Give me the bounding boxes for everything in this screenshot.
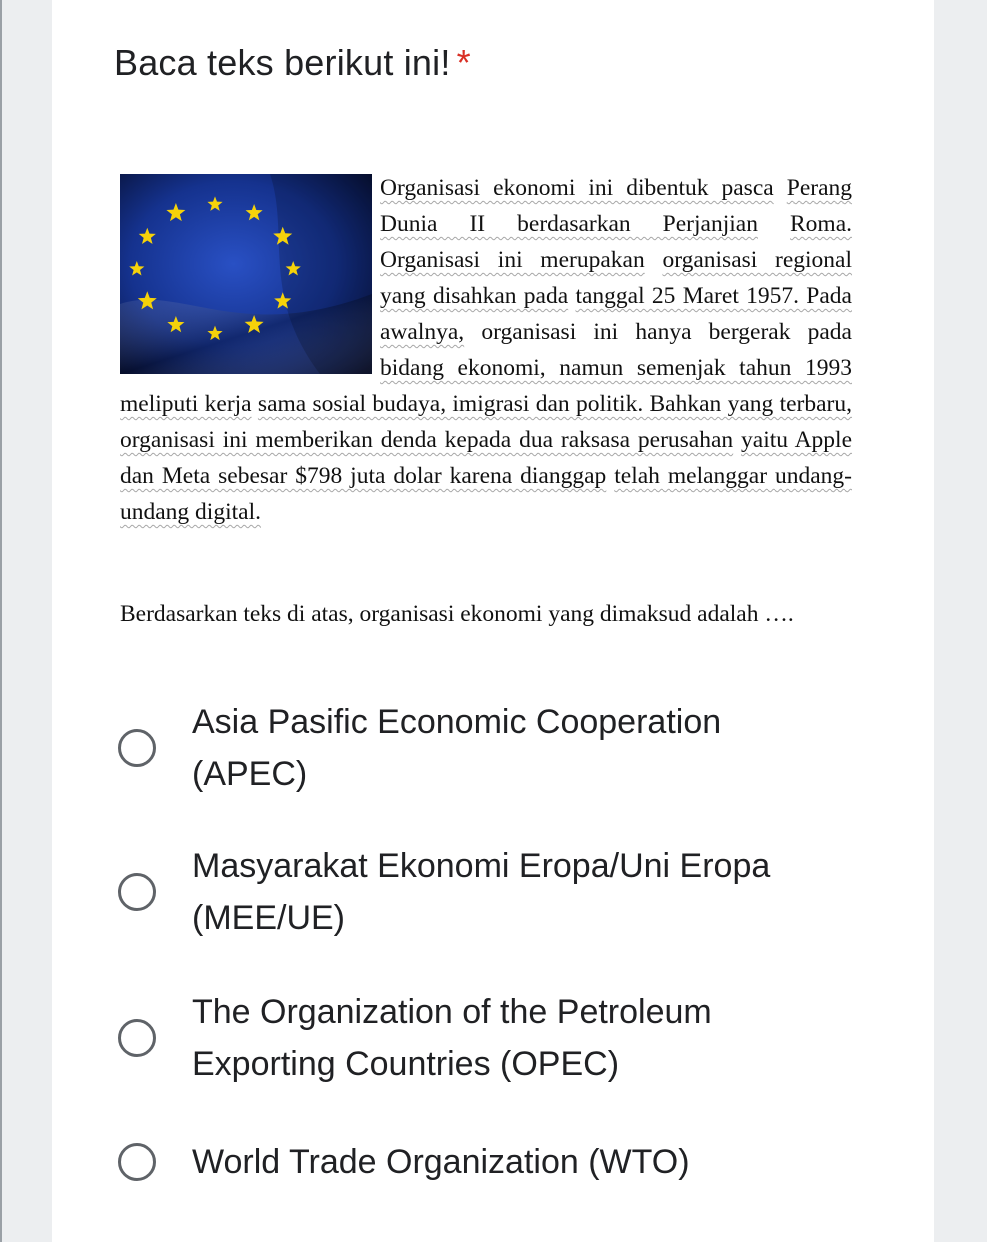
radio-button-mee-ue[interactable] bbox=[118, 873, 156, 911]
option-label-wto[interactable]: World Trade Organization (WTO) bbox=[192, 1143, 690, 1181]
reading-passage bbox=[120, 170, 852, 530]
option-label-mee-ue[interactable]: Masyarakat Ekonomi Eropa/Uni Eropa (MEE/UE) bbox=[192, 847, 771, 937]
page-edge bbox=[0, 0, 2, 1242]
passage-line-9: organisasi ini memberikan denda kepada dua raksasa perusahan bbox=[120, 427, 734, 453]
option-apec[interactable] bbox=[112, 696, 852, 800]
question-title bbox=[114, 42, 471, 84]
radio-button-opec[interactable] bbox=[118, 1019, 156, 1057]
passage-line-6: organisasi ini hanya bergerak pada bbox=[481, 319, 852, 345]
passage-line-11: telah melanggar undang-undang digital. bbox=[120, 463, 852, 525]
option-mee-ue[interactable] bbox=[112, 840, 852, 944]
eu-flag-image bbox=[120, 174, 372, 374]
option-label-apec[interactable]: Asia Pasific Economic Cooperation (APEC) bbox=[192, 703, 722, 793]
passage-line-5: tanggal 25 Maret 1957. Pada awalnya, bbox=[380, 283, 852, 345]
radio-button-apec[interactable] bbox=[118, 729, 156, 767]
passage-line-8: sama sosial budaya, imigrasi dan politik. Bahkan yang terbaru, bbox=[257, 391, 853, 417]
passage-line-4: organisasi regional yang disahkan pada bbox=[380, 247, 853, 309]
passage-line-2: Perang Dunia II berdasarkan Perjanjian bbox=[380, 175, 853, 237]
option-label-opec[interactable]: The Organization of the Petroleum Exporting Countries (OPEC) bbox=[192, 993, 712, 1083]
passage-line-3: Roma. Organisasi ini merupakan bbox=[380, 211, 853, 273]
question-title-text: Baca teks berikut ini! bbox=[114, 42, 451, 83]
passage-line-1: Organisasi ekonomi ini dibentuk pasca bbox=[380, 175, 774, 201]
option-opec[interactable] bbox=[112, 986, 852, 1090]
question-card bbox=[52, 0, 934, 1242]
option-wto[interactable] bbox=[112, 1136, 852, 1188]
required-asterisk: * bbox=[456, 42, 471, 83]
passage-line-7: bidang ekonomi, namun semenjak tahun 1993 meliputi kerja bbox=[120, 355, 852, 417]
radio-button-wto[interactable] bbox=[118, 1143, 156, 1181]
eu-flag-graphic bbox=[120, 174, 372, 374]
passage-line-10: yaitu Apple dan Meta sebesar $798 juta dolar karena dianggap bbox=[120, 427, 853, 489]
question-prompt: Berdasarkan teks di atas, organisasi ekonomi yang dimaksud adalah …. bbox=[120, 601, 794, 627]
